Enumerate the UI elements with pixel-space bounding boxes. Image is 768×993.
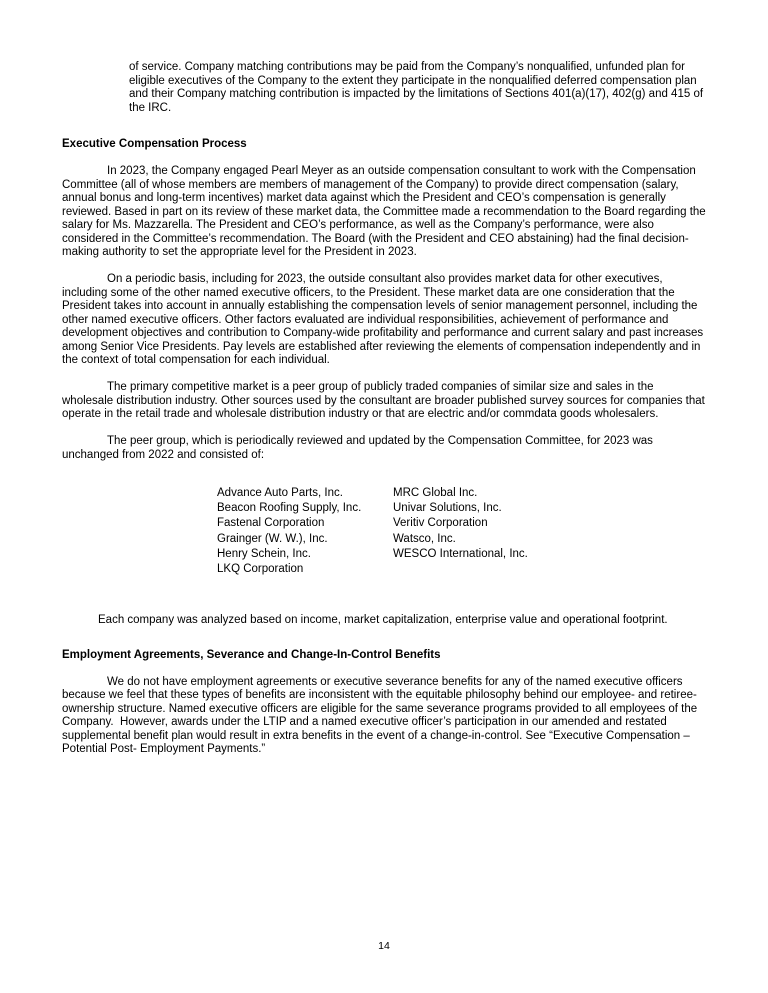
- peer-group-list: [217, 486, 707, 577]
- peer-company: Advance Auto Parts, Inc.: [217, 487, 343, 499]
- paragraph-peer-group-intro: The peer group, which is periodically reviewed and updated by the Compensation Committee, for 2023 was unchanged from 2022 and consisted of:: [62, 435, 657, 461]
- heading-executive-compensation-process: Executive Compensation Process: [62, 138, 247, 150]
- page-number: 14: [378, 940, 390, 952]
- peer-company: Univar Solutions, Inc.: [393, 502, 502, 515]
- peer-company: Veritiv Corporation: [393, 517, 488, 530]
- peer-group-column-left: [217, 486, 393, 577]
- paragraph-each-company-analysis: Each company was analyzed based on income, market capitalization, enterprise value and operational footprint.: [98, 614, 668, 627]
- peer-company: WESCO International, Inc.: [393, 547, 528, 560]
- heading-employment-agreements: Employment Agreements, Severance and Change-In-Control Benefits: [62, 648, 441, 661]
- peer-company: Grainger (W. W.), Inc.: [217, 532, 328, 545]
- peer-group-column-right: [393, 486, 528, 577]
- document-content: [62, 61, 707, 757]
- peer-company: MRC Global Inc.: [393, 487, 478, 499]
- peer-company: Beacon Roofing Supply, Inc.: [217, 502, 362, 515]
- paragraph-primary-competitive-market: The primary competitive market is a peer group of publicly traded companies of similar size and sales in the wholesale distribution industry. Other sources used by the consultant are broader published survey sources for companies that operate in the retail trade and wholesale distribution industry or that are electric and/or commdata goods wholesalers.: [62, 381, 709, 420]
- paragraph-consultant-engagement: In 2023, the Company engaged Pearl Meyer as an outside compensation consultant to work with the Compensation Committee (all of whose members are members of management of the Company) to provide direct compensation (salary, annual bonus and long-term incentives) market data against which the President and CEO’s compensation is generally reviewed. Based in part on its review of these market data, the Committee made a recommendation to the Board regarding the salary for Ms. Mazzarella. The President and CEO’s performance, as well as the Company’s performance, were also considered in the Committee’s recommendation. The Board (with the President and CEO abstaining) had the final decision-making authority to set the appropriate level for the President in 2023.: [62, 165, 709, 258]
- paragraph-periodic-basis: On a periodic basis, including for 2023, the outside consultant also provides market data for other executives, including some of the other named executive officers, to the President. These market data are one consideration that the President takes into account in annually establishing the compensation levels of senior management personnel, including the other named executive officers. Other factors evaluated are individual responsibilities, achievement of performance and development objectives and contribution to Company-wide profitability and performance and current salary and past increases among Senior Vice Presidents. Pay levels are established after reviewing the elements of compensation independently and in the context of total compensation for each individual.: [62, 273, 707, 366]
- peer-company: Fastenal Corporation: [217, 517, 325, 530]
- peer-company: Henry Schein, Inc.: [217, 547, 311, 560]
- paragraph-no-employment-agreements: We do not have employment agreements or executive severance benefits for any of the named executive officers because we feel that these types of benefits are inconsistent with the equitable philosophy behind our employee- and retiree-ownership structure. Named executive officers are eligible for the same severance programs provided to all employees of the Company. However, awards under the LTIP and a named executive officer’s participation in our amended and restated supplemental benefit plan would result in extra benefits in the event of a change-in-control. See “Executive Compensation – Potential Post- Employment Payments.”: [62, 675, 701, 756]
- peer-company: LKQ Corporation: [217, 563, 304, 576]
- continuation-paragraph: of service. Company matching contributions may be paid from the Company’s nonqualified, unfunded plan for eligible executives of the Company to the extent they participate in the nonqualified deferred compensation plan and their Company matching contribution is impacted by the limitations of Sections 401(a)(17), 402(g) and 415 of the IRC.: [129, 61, 707, 114]
- peer-company: Watsco, Inc.: [393, 532, 456, 545]
